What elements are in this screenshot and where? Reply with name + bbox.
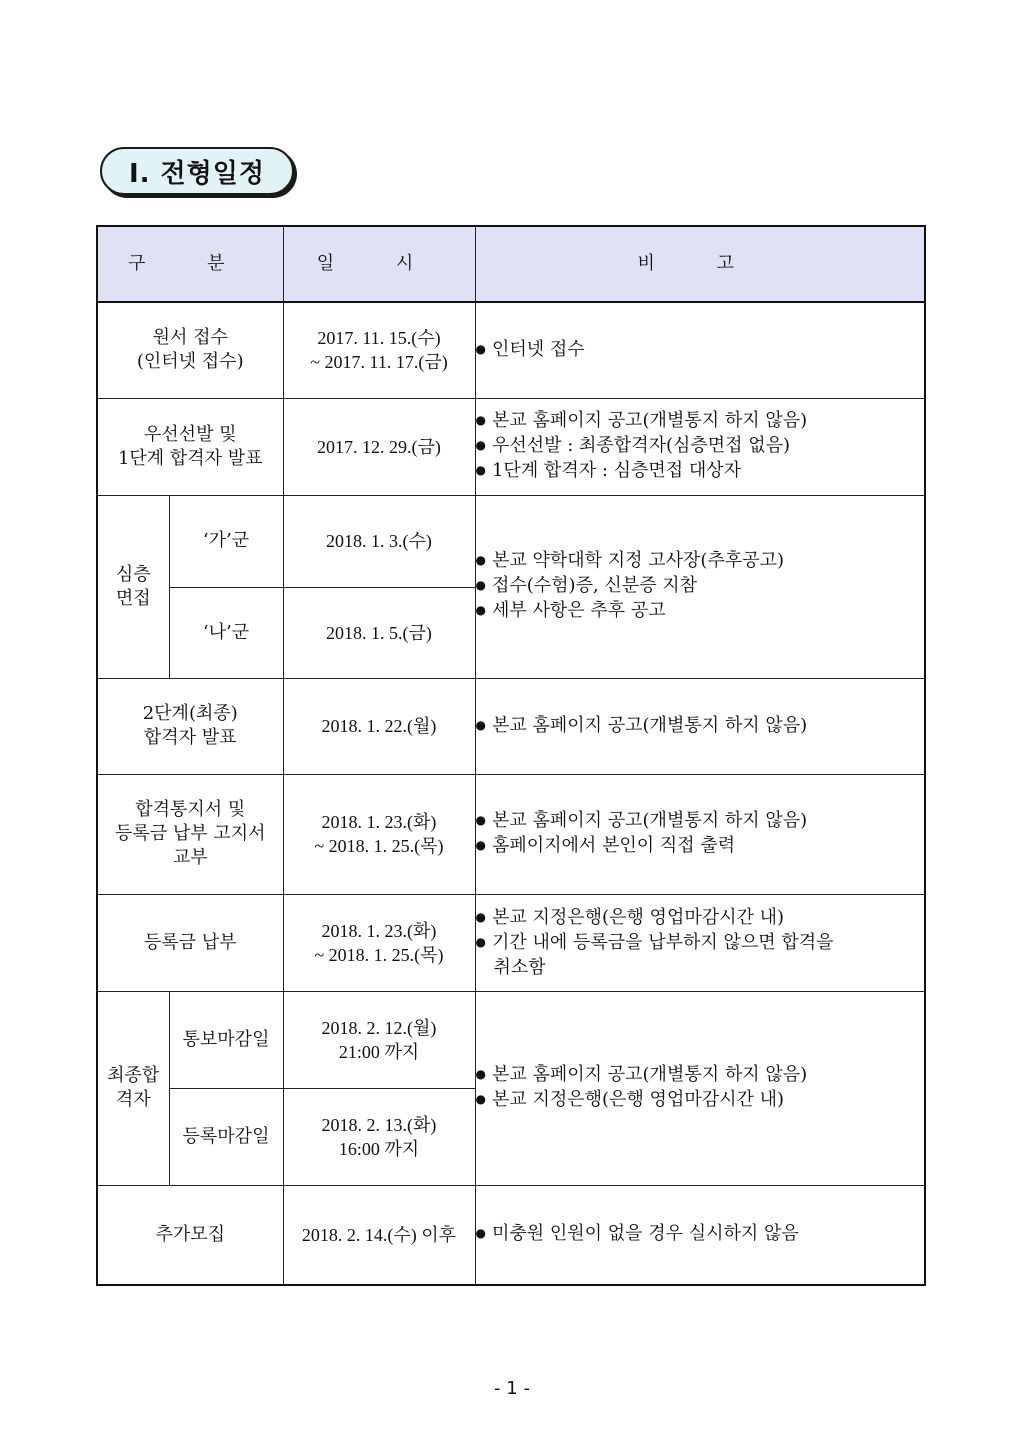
note-item: ● 본교 약학대학 지정 고사장(추후공고) [476, 549, 925, 574]
note-item: ● 인터넷 접수 [476, 338, 925, 363]
header-datetime: 일 시 [283, 226, 475, 302]
row-final-announcement [97, 678, 925, 774]
category-line: 추가모집 [155, 1223, 226, 1245]
date-line: 2018. 1. 3.(수) [326, 531, 432, 551]
date-cell [283, 678, 475, 774]
category-cell [97, 991, 169, 1185]
row-interview-a [97, 495, 925, 587]
note-cell [475, 495, 925, 678]
note-cell [475, 894, 925, 991]
note-item: ● 기간 내에 등록금을 납부하지 않으면 합격을 [476, 931, 925, 956]
row-additional-recruitment [97, 1185, 925, 1285]
row-application [97, 302, 925, 398]
date-line: ~ 2018. 1. 25.(목) [314, 944, 444, 965]
date-line: 2018. 1. 5.(금) [326, 622, 432, 643]
category-line: 심층 [115, 563, 151, 585]
category-line: (인터넷 접수) [136, 351, 244, 373]
date-line: 2017. 11. 15.(수) [317, 328, 441, 349]
category-cell [97, 774, 283, 894]
note-cell [475, 1185, 925, 1285]
category-line: 등록금 납부 고지서 [114, 823, 266, 844]
date-cell [283, 398, 475, 495]
date-line: 16:00 까지 [338, 1138, 420, 1159]
category-line: 교부 [172, 847, 208, 868]
date-cell [283, 774, 475, 894]
page-number: - 1 - [494, 1378, 530, 1399]
date-line: 2018. 2. 13.(화) [321, 1114, 437, 1135]
row-early-selection [97, 398, 925, 495]
category-cell [97, 894, 283, 991]
date-line: ~ 2018. 1. 25.(목) [314, 836, 444, 856]
date-cell [283, 1185, 475, 1285]
date-cell [283, 302, 475, 398]
note-cell [475, 991, 925, 1185]
note-item: ● 1단계 합격자 : 심층면접 대상자 [476, 459, 925, 484]
note-item: ● 본교 홈페이지 공고(개별통지 하지 않음) [476, 1063, 925, 1088]
section-title: Ⅰ. 전형일정 [100, 147, 294, 195]
note-item: ● 본교 홈페이지 공고(개별통지 하지 않음) [476, 714, 925, 739]
note-item: ● 미충원 인원이 없을 경우 실시하지 않음 [476, 1222, 925, 1247]
table-header-row [97, 226, 925, 302]
header-category: 구 분 [97, 226, 283, 302]
category-cell [97, 1185, 283, 1285]
date-line: 2017. 12. 29.(금) [317, 436, 441, 457]
date-line: 2018. 2. 14.(수) 이후 [301, 1224, 457, 1245]
date-line: ~ 2017. 11. 17.(금) [310, 352, 448, 373]
note-item: ● 홈페이지에서 본인이 직접 출력 [476, 834, 925, 859]
category-cell [97, 678, 283, 774]
subcategory-label: 등록마감일 [182, 1125, 270, 1147]
category-cell [97, 495, 169, 678]
subcategory-cell [169, 495, 283, 587]
note-cell [475, 398, 925, 495]
note-item: ● 본교 홈페이지 공고(개별통지 하지 않음) [476, 409, 925, 434]
date-cell [283, 495, 475, 587]
category-line: 최종합 [107, 1065, 160, 1086]
row-admitted-report [97, 991, 925, 1088]
subcategory-cell [169, 1088, 283, 1185]
date-line: 2018. 1. 23.(화) [321, 812, 437, 832]
note-item: ● 본교 지정은행(은행 영업마감시간 내) [476, 906, 925, 931]
note-item: ● 본교 지정은행(은행 영업마감시간 내) [476, 1088, 925, 1113]
row-tuition-payment [97, 894, 925, 991]
category-line: 우선선발 및 [143, 423, 237, 445]
category-line: 면접 [115, 587, 151, 609]
date-line: 2018. 2. 12.(월) [321, 1017, 437, 1038]
date-cell [283, 894, 475, 991]
subcategory-cell [169, 587, 283, 678]
category-line: 합격자 발표 [143, 727, 237, 748]
subcategory-label: ‘나’군 [202, 621, 250, 643]
header-remarks: 비 고 [475, 226, 925, 302]
category-line: 합격통지서 및 [135, 799, 246, 820]
category-line: 원서 접수 [152, 327, 228, 349]
category-line: 등록금 납부 [143, 931, 237, 953]
subcategory-label: ‘가’군 [202, 530, 250, 551]
note-item: ● 우선선발 : 최종합격자(심층면접 없음) [476, 434, 925, 459]
subcategory-cell [169, 991, 283, 1088]
note-cell [475, 678, 925, 774]
category-line: 1단계 합격자 발표 [117, 447, 263, 469]
category-line: 2단계(최종) [142, 703, 238, 724]
date-cell [283, 587, 475, 678]
date-line: 2018. 1. 22.(월) [321, 716, 437, 736]
date-line: 21:00 까지 [338, 1041, 420, 1062]
row-notice-issue [97, 774, 925, 894]
note-cell [475, 302, 925, 398]
category-cell [97, 302, 283, 398]
note-item: ● 접수(수험)증, 신분증 지참 [476, 574, 925, 599]
note-continuation: 취소함 [493, 956, 546, 978]
category-cell [97, 398, 283, 495]
date-line: 2018. 1. 23.(화) [321, 920, 437, 941]
schedule-table [96, 225, 926, 1286]
subcategory-label: 통보마감일 [182, 1028, 270, 1050]
date-cell [283, 991, 475, 1088]
note-item: ● 세부 사항은 추후 공고 [476, 599, 925, 624]
note-cell [475, 774, 925, 894]
note-item: ● 본교 홈페이지 공고(개별통지 하지 않음) [476, 809, 925, 834]
date-cell [283, 1088, 475, 1185]
category-line: 격자 [115, 1089, 151, 1110]
